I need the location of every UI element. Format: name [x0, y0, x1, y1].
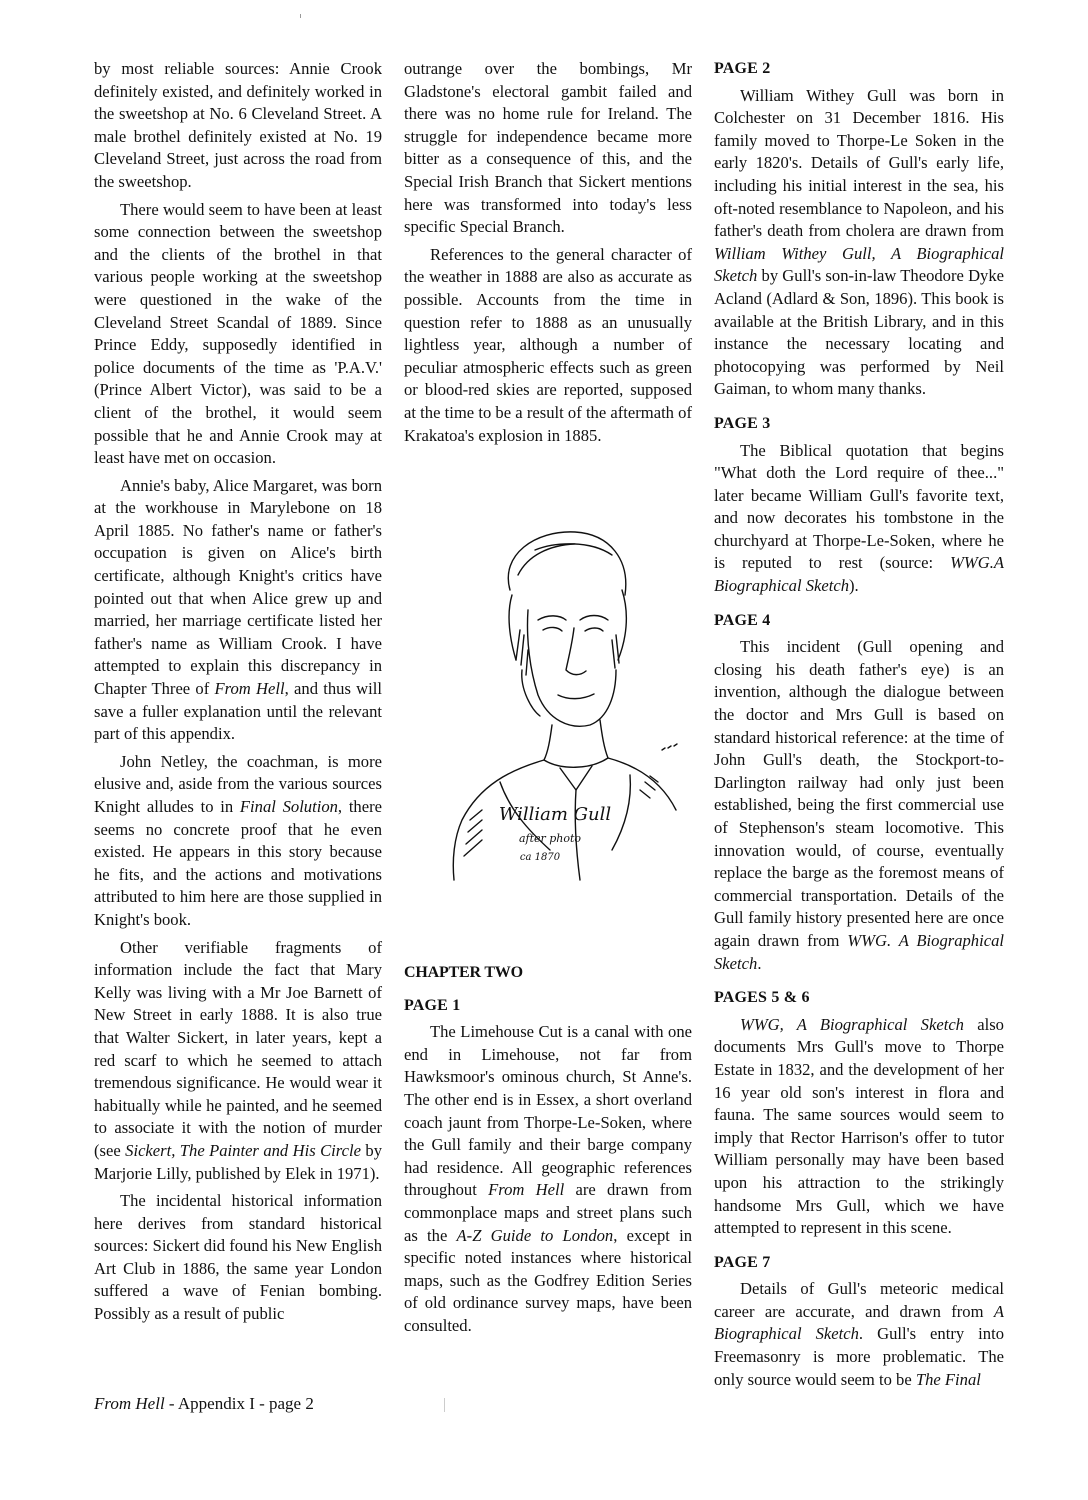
page1-heading: PAGE 1 — [404, 996, 461, 1014]
sketch-signature: William Gull — [498, 804, 612, 825]
footer-page-label: - Appendix I - page 2 — [164, 1394, 314, 1413]
sketch-caption-line-2: after photo — [518, 832, 582, 845]
page2-section — [714, 58, 1004, 401]
page3-section — [714, 413, 1004, 598]
footer-title: From Hell — [94, 1394, 165, 1413]
column-3 — [714, 58, 1004, 1391]
col1-paragraph-1: There would seem to have been at least some connection between the sweetshop and the clients of the brothel in that various people working at the sweetshop were questioned in the wake of the Cleveland Street Scandal of 1889. Since Prince Eddy, supposedly identified in police documents of the time as 'P.A.V.' (Prince Albert Victor), was said to be a client of the brothel, it would seem possible that he and Annie Crook may at least have met on occasion. — [94, 199, 382, 468]
col1-paragraph-3: John Netley, the coachman, is more elusive and, aside from the various sources Knight alludes to in Final Solution, there seems no concrete proof that he even existed. He appears in this story because he fits, and the actions and motivations attributed to him here are those supplied in Knight's book. — [94, 751, 382, 929]
portrait-sketch-drawing — [440, 520, 690, 890]
chapter-two-section — [404, 962, 692, 1338]
page7-heading: PAGE 7 — [714, 1253, 771, 1271]
pages5-6-section — [714, 987, 1004, 1240]
page2-heading: PAGE 2 — [714, 60, 771, 77]
page4-paragraph: This incident (Gull opening and closing his death father's eye) is an invention, although the dialogue between the doctor and Mrs Gull is based on standard historical reference: at the time of John Gull's death, the Stockport-to-Darlington railway had only just been established, being the first commercial use of Stephenson's steam locomotive. This innovation would, of course, eventually replace the barge as the foremost means of commercial transportation. Details of the Gull family history presented here are once again drawn from WWG. A Biographical Sketch. — [714, 637, 1004, 973]
col1-paragraph-0: by most reliable sources: Annie Crook definitely existed, and definitely worked in the sweetshop at No. 6 Cleveland Street. A male brothel definitely existed at No. 19 Cleveland Street, just across the road from the sweetshop. — [94, 59, 382, 191]
col1-paragraph-4: Other verifiable fragments of information include the fact that Mary Kelly was living with a Mr Joe Barnett of New Street in early 1888. It is also true that Walter Sickert, in later years, kept a red scarf to which he seemed to attach tremendous significance. He would wear it habitually while he painted, and he seemed to associate it with the notion of murder (see Sickert, The Painter and His Circle by Marjorie Lilly, published by Elek in 1971). — [94, 937, 382, 1183]
pages5-6-paragraph: WWG, A Biographical Sketch also documents Mrs Gull's move to Thorpe Estate in 1832, and the development of her 16 year old son's interest in flora and fauna. The same sources would seem to imply that Rector Harrison's offer to tutor William personally may have been based upon his attraction to the strikingly handsome Mrs Gull, which we have attempted to represent in this scene. — [714, 1014, 1004, 1238]
column-2 — [404, 58, 692, 447]
col2-paragraph-1: References to the general character of the weather in 1888 are also as accurate as possible. Accounts from the time in question refer to 1888 as an unusually lightless year, although a number of peculiar atmospheric effects such as green or blood-red skies are reported, supposed at the time to be a result of the aftermath of Krakatoa's explosion in 1885. — [404, 244, 692, 445]
page4-section — [714, 610, 1004, 976]
col1-paragraph-2: Annie's baby, Alice Margaret, was born at the workhouse in Marylebone on 18 April 1885. No father's name or father's occupation is given on Alice's birth certificate, although Knight's critics have pointed out that when Alice grew up and married, her marriage certificate listed her father's name as William Crook. I have attempted to explain this discrepancy in Chapter Three of From Hell, and thus will save a fuller explanation until the relevant part of this appendix. — [94, 475, 382, 744]
page7-section — [714, 1252, 1004, 1392]
col2-paragraph-0: outrange over the bombings, Mr Gladstone's electoral gambit failed and there was no home rule for Ireland. The struggle for independence became more bitter as a consequence of this, and the Special Irish Branch that Sickert mentions here was transformed into today's less specific Special Branch. — [404, 59, 692, 237]
page1-section — [404, 995, 692, 1338]
column-1 — [94, 58, 382, 1326]
col1-paragraph-5: The incidental historical information here derives from standard historical sources: Sickert did found his New English Art Club in 1886, the same year London suffered a wave of Fenian bombing. Possibly as a result of public — [94, 1191, 382, 1324]
chapter-title: CHAPTER TWO — [404, 964, 523, 981]
sketch-caption-line-3: ca 1870 — [519, 852, 561, 863]
page3-paragraph: The Biblical quotation that begins "What doth the Lord require of thee..." later became William Gull's favorite text, and now decorates his tombstone in the churchyard at Thorpe-Le-Soken, where he is reputed to rest (source: WWG.A Biographical Sketch). — [714, 440, 1004, 596]
page-footer — [94, 1394, 314, 1414]
portrait-sketch — [440, 520, 690, 890]
page2-paragraph: William Withey Gull was born in Colchester on 31 December 1816. His family moved to Thorpe-Le Soken in the early 1820's. Details of Gull's early life, including his initial interest in the sea, his oft-noted resemblance to Napoleon, and his father's death from cholera are drawn from William Withey Gull, A Biographical Sketch by Gull's son-in-law Theodore Dyke Acland (Adlard & Son, 1896). This book is available at the British Library, and in this instance the necessary locating and photocopying was performed by Neil Gaiman, to whom many thanks. — [714, 85, 1005, 399]
page1-paragraph: The Limehouse Cut is a canal with one end in Limehouse, not far from Hawksmoor's ominous church, St Anne's. The other end is in Essex, a short overland coach jaunt from Thorpe-Le-Soken, where the Gull family and their barge company had residence. All geographic references throughout From Hell are drawn from commonplace maps and street plans such as the A-Z Guide to London, except in specific noted instances where historical maps, such as the Godfrey Edition Series of old ordinance survey maps, have been consulted. — [404, 1022, 693, 1335]
page3-heading: PAGE 3 — [714, 414, 771, 432]
page4-heading: PAGE 4 — [714, 611, 771, 629]
page-mark — [300, 14, 301, 18]
page7-paragraph: Details of Gull's meteoric medical career are accurate, and drawn from A Biographical Sketch. Gull's entry into Freemasonry is more problematic. The only source would seem to be The Final — [714, 1279, 1004, 1389]
pages5-6-heading: PAGES 5 & 6 — [714, 989, 810, 1007]
gutter-mark — [444, 1398, 445, 1412]
